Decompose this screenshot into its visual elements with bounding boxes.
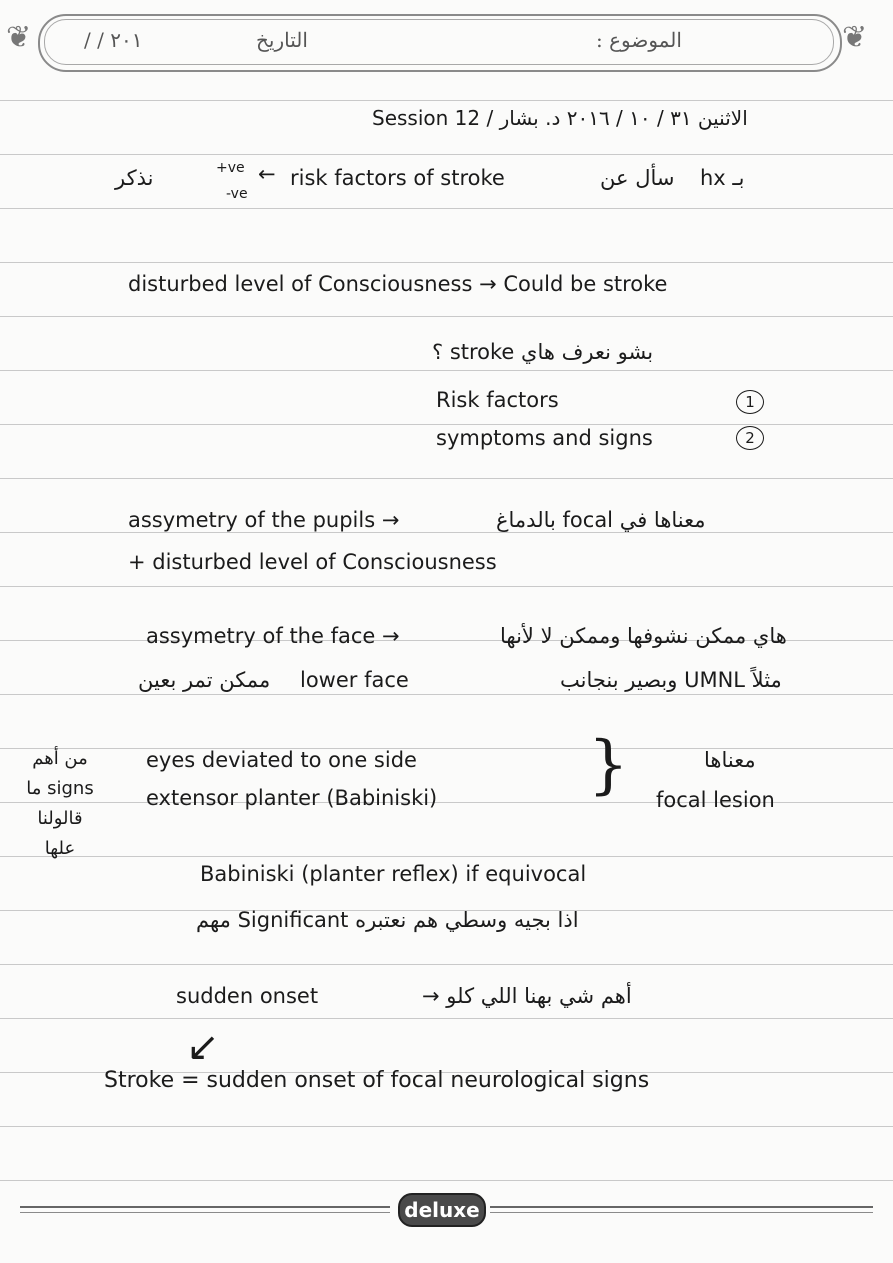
face-ar: هاي ممكن نشوفها وممكن لا لأنها bbox=[500, 624, 787, 648]
sudden-onset-ar: أهم شي بهنا اللي كلو → bbox=[422, 984, 632, 1008]
right-ornament-icon: ❦ bbox=[842, 20, 868, 55]
item1-text: Risk factors bbox=[436, 388, 559, 412]
left-ornament-icon: ❦ bbox=[6, 20, 32, 55]
ruled-line bbox=[0, 316, 893, 317]
ruled-line bbox=[0, 532, 893, 533]
ruled-line bbox=[0, 694, 893, 695]
header-frame-inner bbox=[44, 19, 834, 65]
face-line2-ar: مثلاً UMNL وبصير بنجانب bbox=[560, 668, 782, 692]
ruled-line bbox=[0, 1180, 893, 1181]
important-signs-note: من أهم signs ما قالولنا علها bbox=[26, 748, 94, 859]
footer-rule-right bbox=[490, 1206, 873, 1208]
positive-label: +ve bbox=[216, 160, 245, 176]
ruled-line bbox=[0, 262, 893, 263]
item2-text: symptoms and signs bbox=[436, 426, 653, 450]
babinski-ar: اذا بجيه وسطي هم نعتبره Significant مهم bbox=[196, 908, 579, 932]
item1-number: 1 bbox=[736, 388, 764, 414]
ruled-line bbox=[0, 964, 893, 965]
deluxe-logo: deluxe bbox=[398, 1193, 486, 1227]
risk-factors-text: risk factors of stroke bbox=[290, 166, 505, 190]
pupils-ar: معناها في focal بالدماغ bbox=[496, 508, 706, 532]
hx-arabic: سأل عن bbox=[600, 166, 675, 190]
footer-rule-left-thin bbox=[20, 1212, 390, 1213]
face-en: assymetry of the face → bbox=[146, 624, 400, 648]
ruled-line bbox=[0, 370, 893, 371]
extensor-plantar-line: extensor planter (Babiniski) bbox=[146, 786, 438, 810]
pupils-en: assymetry of the pupils → bbox=[128, 508, 400, 532]
negative-label: -ve bbox=[226, 186, 248, 202]
face-line2-en: lower face bbox=[300, 668, 409, 692]
diagonal-arrow-icon: ↙ bbox=[186, 1024, 220, 1070]
ruled-line bbox=[0, 1126, 893, 1127]
how-know-stroke: بشو نعرف هاي stroke ؟ bbox=[432, 340, 654, 364]
session-line: Session 12 / الاثنين ٣١ / ١٠ / ٢٠١٦ د. بشار bbox=[372, 106, 748, 130]
ruled-line bbox=[0, 100, 893, 101]
mention-text: نذكر bbox=[115, 166, 154, 190]
ruled-line bbox=[0, 208, 893, 209]
ruled-line bbox=[0, 1018, 893, 1019]
subject-label: الموضوع : bbox=[596, 28, 682, 52]
ruled-line bbox=[0, 586, 893, 587]
pupils-line2: + disturbed level of Consciousness bbox=[128, 550, 497, 574]
footer-rule-left bbox=[20, 1206, 390, 1208]
footer-rule-right-thin bbox=[490, 1212, 873, 1213]
face-line2-tail: ممكن تمر بعين bbox=[138, 668, 271, 692]
ruled-line bbox=[0, 154, 893, 155]
ruled-line bbox=[0, 856, 893, 857]
item2-number: 2 bbox=[736, 424, 764, 450]
date-value: / / ٢٠١ bbox=[84, 28, 143, 52]
grouping-bracket: } bbox=[588, 728, 629, 802]
ruled-line bbox=[0, 478, 893, 479]
focal-ar: معناها bbox=[704, 748, 756, 772]
babinski-line: Babiniski (planter reflex) if equivocal bbox=[200, 862, 587, 886]
arrow-icon: ← bbox=[258, 162, 276, 186]
sudden-onset-en: sudden onset bbox=[176, 984, 319, 1008]
consciousness-line: disturbed level of Consciousness → Could be stroke bbox=[128, 272, 668, 296]
hx-prefix: بـ hx bbox=[700, 166, 745, 190]
eyes-deviated-line: eyes deviated to one side bbox=[146, 748, 417, 772]
date-label: التاريخ bbox=[256, 28, 308, 52]
ruled-line bbox=[0, 748, 893, 749]
focal-lesion: focal lesion bbox=[656, 788, 775, 812]
stroke-definition: Stroke = sudden onset of focal neurological signs bbox=[104, 1068, 650, 1093]
